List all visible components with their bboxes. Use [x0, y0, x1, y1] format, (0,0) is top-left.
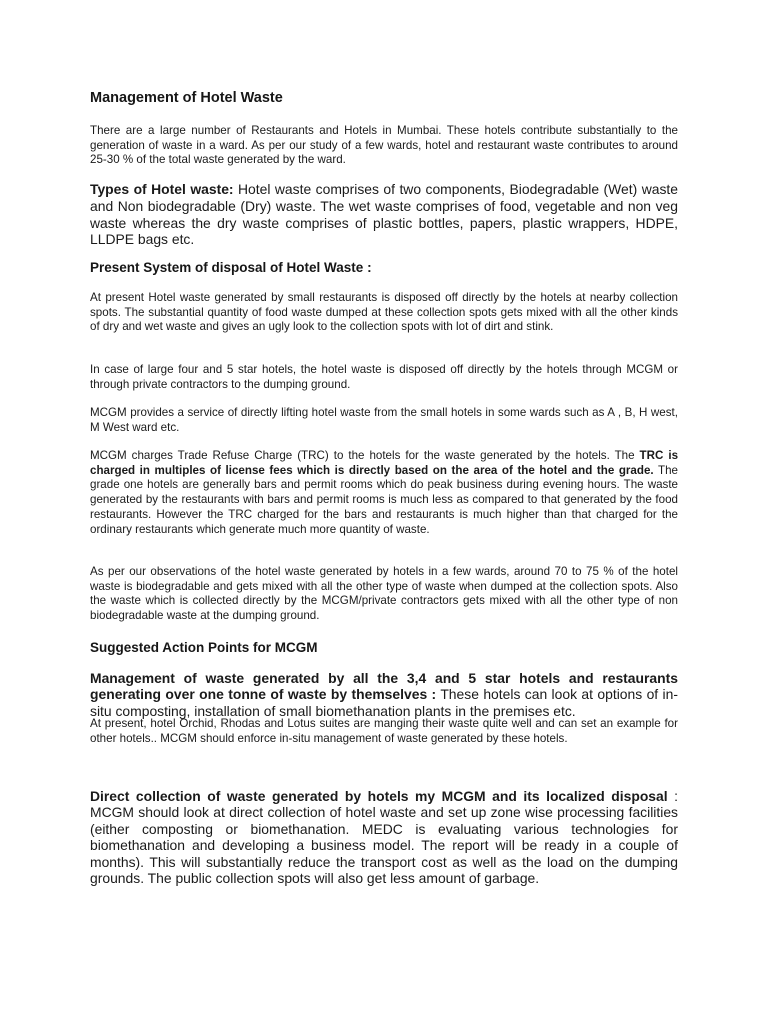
present-system-heading: Present System of disposal of Hotel Waste : — [90, 260, 372, 275]
types-text: Hotel waste comprises of two components, Biodegradable (Wet) waste and Non biodegradable (Dry) waste. The wet waste comprises of food, vegetable and non veg waste whereas the dry waste comprises of plastic bottles, papers, plastic wrappers, HDPE, LLDPE bags etc. — [90, 181, 678, 248]
observations-paragraph: As per our observations of the hotel waste generated by hotels in a few wards, around 70 to 75 % of the hotel waste is biodegradable and gets mixed with all the other type of waste when dumped at the collection spots. Also the waste which is collected directly by the MCGM/private contractors gets mixed with all the other type of non biodegradable waste at the dumping ground. — [90, 565, 678, 623]
direct-collection-paragraph — [90, 788, 678, 886]
trc-intro: MCGM charges Trade Refuse Charge (TRC) to the hotels for the waste generated by the hotels. The — [90, 449, 640, 462]
types-label: Types of Hotel waste: — [90, 181, 234, 197]
management-note: At present, hotel Orchid, Rhodas and Lotus suites are manging their waste quite well and can set an example for other hotels.. MCGM should enforce in-situ management of waste generated by these hotels. — [90, 717, 678, 745]
intro-paragraph: There are a large number of Restaurants and Hotels in Mumbai. These hotels contribute substantially to the generation of waste in a ward. As per our study of a few wards, hotel and restaurant waste contributes to around 25-30 % of the total waste generated by the ward. — [90, 124, 678, 167]
direct-bold: Direct collection of waste generated by hotels my MCGM and its localized disposal — [90, 788, 668, 804]
document-title: Management of Hotel Waste — [90, 90, 283, 106]
present-paragraph-1: At present Hotel waste generated by small restaurants is disposed off directly by the hotels at nearby collection spots. The substantial quantity of food waste dumped at these collection spots gets mixed with all the other kinds of dry and wet waste and gives an ugly look to the collection spots with lot of dirt and stink. — [90, 291, 678, 334]
trc-bold: TRC is charged in multiples of license fees which is directly based on the area of the hotel and the grade. — [90, 449, 679, 477]
trc-rest: The grade one hotels are generally bars and permit rooms which do peak business during evening hours. The waste generated by the restaurants with bars and permit rooms is much less as compared to that generated by the food restaurants. However the TRC charged for the bars and restaurants is much higher than that charged for the ordinary restaurants which generate much more quantity of waste. — [90, 463, 678, 536]
management-paragraph — [90, 670, 678, 719]
suggested-actions-heading: Suggested Action Points for MCGM — [90, 640, 318, 655]
trc-paragraph — [90, 449, 678, 537]
management-text: These hotels can look at options of in-situ composting, installation of small biomethanation plants in the premises etc. — [90, 686, 678, 719]
management-bold: Management of waste generated by all the 3,4 and 5 star hotels and restaurants generating over one tonne of waste by themselves : — [90, 670, 678, 703]
types-paragraph — [90, 181, 678, 248]
direct-text: : MCGM should look at direct collection of hotel waste and set up zone wise processing facilities (either composting or biomethanation. MEDC is evaluating various technologies for biomethanation and developing a business model. The report will be ready in a couple of months). This will substantially reduce the transport cost as well as the load on the dumping grounds. The public collection spots will also get less amount of garbage. — [90, 788, 679, 887]
present-paragraph-3: MCGM provides a service of directly lifting hotel waste from the small hotels in some wards such as A , B, H west, M West ward etc. — [90, 406, 678, 434]
present-paragraph-2: In case of large four and 5 star hotels, the hotel waste is disposed off directly by the hotels through MCGM or through private contractors to the dumping ground. — [90, 363, 678, 391]
